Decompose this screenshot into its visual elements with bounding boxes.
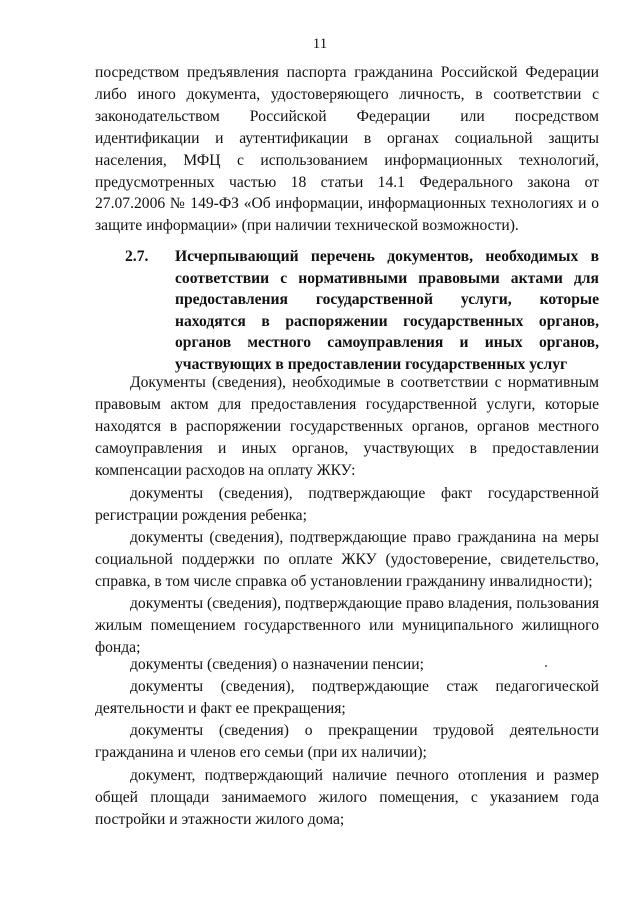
list-item: документы (сведения), подтверждающие стаж педагогической деятельности и факт ее прекращения; [95, 678, 599, 717]
list-item: документы (сведения), подтверждающие право гражданина на меры социальной поддержки по оплате ЖКУ (удостоверение, свидетельство, справка, в том числе справка об установлении гражданину инвалидности); [95, 529, 599, 590]
body-lead-paragraph: Документы (сведения), необходимые в соответствии с нормативным правовым актом для предоставления государственной услуги, которые находятся в распоряжении государственных органов, органов местного самоуправления и иных органов, участвующих в предоставлении компенсации расходов на оплату ЖКУ: [95, 374, 599, 479]
scan-speck [545, 665, 547, 667]
list-item: документы (сведения), подтверждающие факт государственной регистрации рождения ребенка; [95, 485, 599, 524]
list-item: документы (сведения) о назначении пенсии; [130, 656, 424, 673]
page-number: 11 [312, 36, 328, 52]
intro-paragraph: посредством предъявления паспорта гражданина Российской Федерации либо иного документа, удостоверяющего личность, в соответствии с законодательством Российской Федерации или посредством идентификации и аутентификации в органах социальной защиты населения, МФЦ с использованием информационных технологий, предусмотренных частью 18 статьи 14.1 Федерального закона от 27.07.2006 № 149-ФЗ «Об информации, информационных технологиях и о защите информации» (при наличии технической возможности). [95, 64, 599, 235]
list-item: документ, подтверждающий наличие печного отопления и размер общей площади занимаемого жилого помещения, с указанием года постройки и этажности жилого дома; [95, 767, 599, 828]
list-item: документы (сведения) о прекращении трудовой деятельности гражданина и членов его семьи (при их наличии); [95, 722, 599, 761]
section-number: 2.7. [125, 248, 149, 265]
section-title: Исчерпывающий перечень документов, необходимых в соответствии с нормативными правовыми актами для предоставления государственной услуги, которые находятся в распоряжении государственных органов, органов местного самоуправления и иных органов, участвующих в предоставлении государственных услуг [175, 248, 599, 373]
list-item: документы (сведения), подтверждающие право владения, пользования жилым помещением государственного или муниципального жилищного фонда; [95, 595, 599, 656]
